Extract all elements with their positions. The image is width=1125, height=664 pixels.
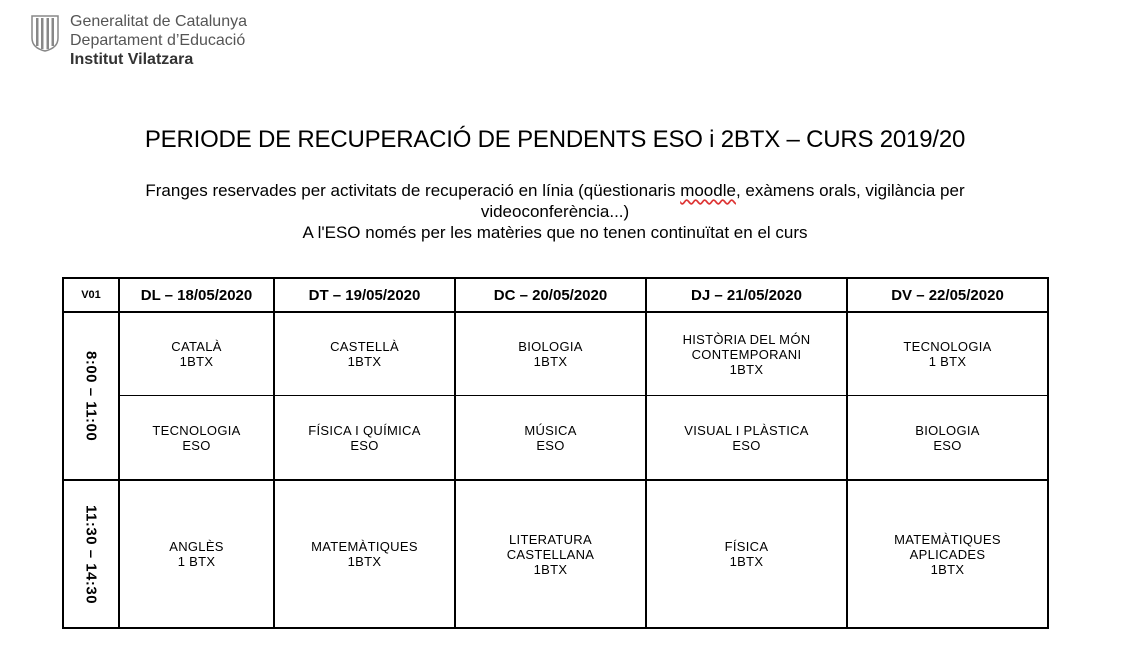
schedule-cell (119, 312, 274, 395)
subject-name: BIOLOGIA (915, 422, 980, 438)
catalan-coat-of-arms-icon (30, 14, 60, 52)
subject-level: 1BTX (729, 554, 764, 570)
subject-level: 1BTX (930, 561, 965, 577)
schedule-cell (847, 396, 1048, 480)
organization-block (70, 12, 247, 69)
subject-name: MATEMÀTIQUES APLICADES (894, 531, 1001, 562)
subject-level: 1 BTX (928, 354, 967, 370)
subject-level: 1BTX (347, 354, 382, 370)
time-slot-midday (63, 480, 119, 628)
subject-level: ESO (350, 437, 379, 453)
schedule-cell (646, 312, 847, 395)
schedule-cell (119, 396, 274, 480)
institute-name: Institut Vilatzara (70, 51, 194, 68)
subject-level: ESO (182, 437, 211, 453)
time-slot-label: 11:30 – 14:30 (82, 504, 100, 604)
org-line-1: Generalitat de Catalunya (70, 13, 247, 30)
subject-level: 1 BTX (177, 554, 216, 570)
subtitle-line-3: A l'ESO només per les matèries que no tenen continuïtat en el curs (302, 223, 808, 242)
time-slot-morning (63, 312, 119, 480)
subject-name: ANGLÈS (169, 539, 224, 555)
subject-name: TECNOLOGIA (903, 339, 992, 355)
header (30, 12, 247, 69)
subtitle-line-2: videoconferència...) (480, 202, 630, 221)
subject-level: 1BTX (533, 354, 568, 370)
subject-level: 1BTX (179, 354, 214, 370)
subject-level: ESO (933, 437, 962, 453)
schedule-cell (455, 396, 646, 480)
subject-level: 1BTX (533, 561, 568, 577)
day-header: DJ – 21/05/2020 (646, 278, 847, 312)
subject-name: HISTÒRIA DEL MÓN CONTEMPORANI (682, 331, 811, 362)
subtitle-line-1-start: Franges reservades per activitats de recuperació en línia (qüestionaris (145, 181, 681, 200)
day-header: DL – 18/05/2020 (119, 278, 274, 312)
schedule-cell (119, 480, 274, 628)
subject-name: VISUAL I PLÀSTICA (684, 422, 809, 438)
subject-name: CATALÀ (171, 339, 222, 355)
subject-name: BIOLOGIA (518, 339, 583, 355)
subject-name: CASTELLÀ (330, 339, 399, 355)
subject-name: MATEMÀTIQUES (311, 539, 418, 555)
schedule-cell (455, 480, 646, 628)
schedule-cell (455, 312, 646, 395)
subject-name: FÍSICA (724, 539, 769, 555)
subtitle (90, 180, 1020, 243)
schedule-cell (274, 396, 455, 480)
subject-name: FÍSICA I QUÍMICA (308, 422, 421, 438)
day-header: DT – 19/05/2020 (274, 278, 455, 312)
schedule-cell (847, 480, 1048, 628)
schedule-cell (274, 480, 455, 628)
subject-name: TECNOLOGIA (152, 422, 241, 438)
subject-name: MÚSICA (524, 422, 577, 438)
time-slot-label: 8:00 – 11:00 (82, 351, 100, 442)
subtitle-line-1 (90, 180, 1020, 201)
schedule-cell (646, 480, 847, 628)
page-title: PERIODE DE RECUPERACIÓ DE PENDENTS ESO i 2BTX – CURS 2019/20 (144, 126, 966, 153)
schedule-cell (646, 396, 847, 480)
schedule-cell (847, 312, 1048, 395)
subject-level: 1BTX (347, 554, 382, 570)
schedule-cell (274, 312, 455, 395)
org-line-2: Departament d’Educació (70, 32, 246, 49)
subject-level: ESO (536, 437, 565, 453)
subject-level: 1BTX (729, 361, 764, 377)
day-header: DC – 20/05/2020 (455, 278, 646, 312)
spellcheck-underlined-word: moodle (680, 181, 736, 200)
subtitle-line-1-end: , exàmens orals, vigilància per (735, 181, 965, 200)
subject-level: ESO (732, 437, 761, 453)
version-code: V01 (63, 278, 119, 312)
schedule-table (62, 277, 1049, 629)
subject-name: LITERATURA CASTELLANA (506, 531, 595, 562)
day-header: DV – 22/05/2020 (847, 278, 1048, 312)
